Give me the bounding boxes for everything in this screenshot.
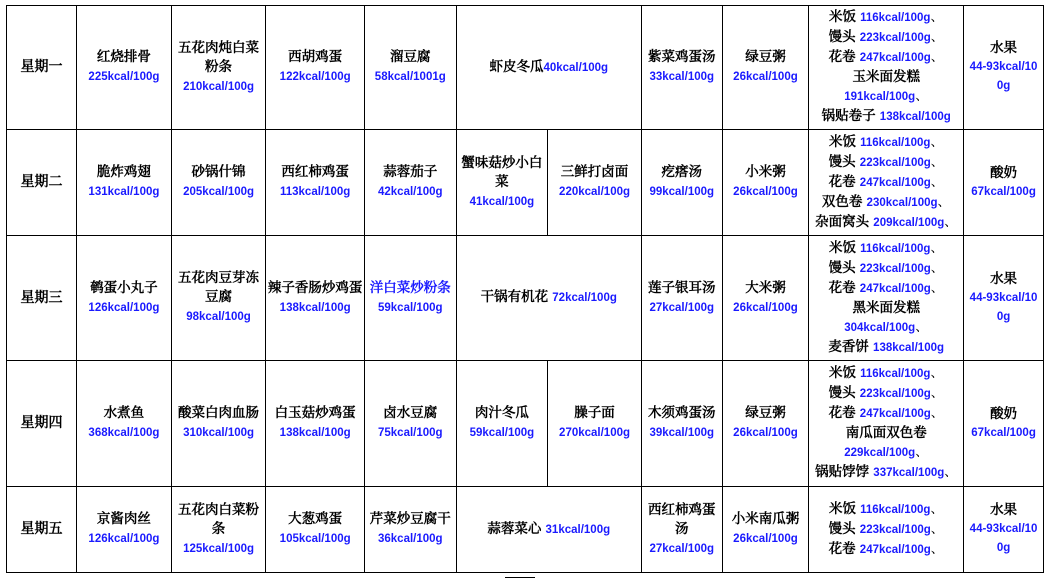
- dish-cell: [171, 361, 266, 487]
- dish-kcal: 27kcal/100g: [649, 542, 715, 555]
- table-row: [7, 487, 1044, 573]
- staple-name: 杂面窝头: [815, 213, 870, 230]
- dish-kcal: 72kcal/100g: [552, 292, 617, 304]
- staple-kcal: 247kcal/100g: [859, 52, 931, 64]
- dish-name: 大米粥: [745, 279, 786, 296]
- dish-kcal: 27kcal/100g: [649, 301, 715, 314]
- table-row: [7, 6, 1044, 130]
- staple-line: [810, 500, 962, 520]
- dish-kcal: 33kcal/100g: [649, 71, 715, 83]
- separator: 、: [930, 30, 944, 45]
- dish-cell: [364, 130, 456, 236]
- dish-cell: [456, 130, 548, 236]
- dish-cell: [364, 487, 456, 573]
- yogurt-cell: [964, 361, 1044, 487]
- dish-kcal: 138kcal/100g: [279, 301, 351, 314]
- staple-kcal: 247kcal/100g: [859, 282, 931, 295]
- staple-name: 米饭: [828, 133, 856, 150]
- staple-kcal: 138kcal/100g: [873, 341, 945, 354]
- separator: 、: [930, 386, 944, 401]
- staple-line: [810, 107, 962, 127]
- separator: 、: [915, 445, 929, 460]
- staple-name: 双色卷: [821, 193, 863, 210]
- dish-name: 酸奶: [990, 405, 1018, 422]
- separator: 、: [944, 214, 958, 230]
- dish-cell: [364, 6, 456, 130]
- separator: 、: [915, 319, 929, 335]
- staple-kcal: 337kcal/100g: [873, 467, 945, 479]
- staple-line: [810, 68, 962, 87]
- staple-kcal: 138kcal/100g: [879, 111, 951, 123]
- dish-kcal: 67kcal/100g: [971, 426, 1036, 439]
- dish-kcal: 0g: [996, 80, 1011, 92]
- staple-name: 南瓜面双色卷: [845, 425, 927, 441]
- dish-kcal: 59kcal/100g: [378, 301, 443, 314]
- dish-cell: [364, 236, 456, 361]
- dish-name: 红烧排骨: [96, 49, 151, 65]
- dish-kcal: 126kcal/100g: [88, 533, 160, 545]
- dish-cell: [456, 487, 641, 573]
- dish-name: 木须鸡蛋汤: [648, 405, 716, 421]
- staple-cell: [809, 236, 964, 361]
- dish-kcal: 26kcal/100g: [733, 427, 798, 439]
- dish-cell: [171, 130, 266, 236]
- separator: 、: [930, 260, 944, 276]
- staple-name: 米饭: [828, 365, 856, 381]
- porridge-cell: [722, 361, 809, 487]
- separator: 、: [930, 134, 944, 150]
- dish-kcal: 310kcal/100g: [183, 427, 255, 439]
- dish-kcal: 40kcal/100g: [543, 61, 609, 74]
- separator: 、: [944, 465, 958, 480]
- dish-name: 三鲜打卤面: [560, 164, 629, 180]
- dish-kcal: 44-93kcal/10: [969, 523, 1038, 535]
- dish-name: 京酱肉丝: [96, 511, 151, 527]
- separator: 、: [930, 10, 944, 25]
- dish-name: 水果: [990, 502, 1018, 518]
- separator: 、: [937, 194, 951, 210]
- staple-name: 黑米面发糕: [852, 299, 920, 316]
- soup-cell: [641, 487, 722, 573]
- dish-name: 西红柿鸡蛋: [281, 164, 349, 180]
- staple-line: [810, 239, 962, 259]
- dish-name: 酸菜白肉血肠: [178, 405, 260, 421]
- staple-line: [810, 318, 962, 338]
- dish-cell: [77, 236, 172, 361]
- staple-kcal: 191kcal/100g: [844, 91, 916, 103]
- dish-cell: [77, 6, 172, 130]
- dish-name: 水煮鱼: [103, 405, 145, 421]
- staple-cell: [809, 487, 964, 573]
- staple-line: [810, 299, 962, 318]
- dish-name: 蟹味菇炒小白菜: [461, 154, 543, 190]
- staple-name: 馒头: [828, 259, 856, 276]
- dish-kcal: 220kcal/100g: [559, 186, 631, 198]
- staple-kcal: 247kcal/100g: [859, 408, 931, 420]
- staple-line: [810, 443, 962, 463]
- dish-name: 卤水豆腐: [383, 405, 438, 421]
- separator: 、: [930, 406, 944, 421]
- dish-name: 水果: [990, 270, 1018, 287]
- dish-name: 蒜蓉菜心: [487, 520, 542, 537]
- dish-kcal: 113kcal/100g: [279, 186, 351, 198]
- staple-cell: [809, 6, 964, 130]
- dish-kcal: 131kcal/100g: [88, 186, 160, 198]
- staple-line: [810, 133, 962, 153]
- dish-kcal: 67kcal/100g: [971, 185, 1036, 198]
- table-row: [7, 130, 1044, 236]
- dish-name: 西胡鸡蛋: [288, 49, 343, 65]
- staple-kcal: 247kcal/100g: [859, 543, 931, 556]
- day-label: 星期一: [7, 6, 77, 130]
- staple-line: [810, 463, 962, 483]
- staple-kcal: 116kcal/100g: [860, 503, 931, 516]
- staple-name: 花卷: [828, 279, 856, 296]
- fruit-cell: [964, 236, 1044, 361]
- dish-name: 干锅有机花: [480, 289, 549, 305]
- porridge-cell: [722, 6, 809, 130]
- staple-kcal: 116kcal/100g: [860, 136, 931, 149]
- day-label: 星期四: [7, 361, 77, 487]
- staple-name: 花卷: [828, 540, 856, 557]
- dish-name: 西红柿鸡蛋汤: [648, 501, 716, 537]
- staple-cell: [809, 361, 964, 487]
- dish-name: 蒜蓉茄子: [383, 164, 438, 180]
- separator: 、: [930, 521, 944, 537]
- dish-kcal: 210kcal/100g: [183, 80, 255, 93]
- separator: 、: [930, 50, 944, 65]
- staple-line: [810, 28, 962, 48]
- dish-kcal: 0g: [996, 542, 1011, 554]
- dish-kcal: 205kcal/100g: [183, 186, 255, 198]
- separator: 、: [930, 154, 944, 170]
- dish-kcal: 59kcal/100g: [469, 427, 535, 439]
- dish-name: 虾皮冬瓜: [489, 58, 544, 75]
- dish-kcal: 122kcal/100g: [279, 71, 351, 83]
- staple-line: [810, 48, 962, 68]
- staple-line: [810, 8, 962, 28]
- dish-kcal: 58kcal/1001g: [374, 71, 446, 83]
- dish-name: 莲子银耳汤: [648, 279, 716, 296]
- dish-kcal: 41kcal/100g: [469, 195, 535, 208]
- dish-kcal: 98kcal/100g: [186, 311, 251, 323]
- dish-name: 绿豆粥: [745, 405, 786, 421]
- staple-name: 花卷: [828, 49, 856, 65]
- staple-kcal: 116kcal/100g: [860, 368, 931, 380]
- dish-kcal: 31kcal/100g: [545, 523, 611, 536]
- day-label: 星期三: [7, 236, 77, 361]
- yogurt-cell: [964, 130, 1044, 236]
- dish-name: 绿豆粥: [745, 49, 786, 65]
- staple-kcal: 229kcal/100g: [844, 447, 916, 459]
- dish-cell: [364, 361, 456, 487]
- dish-kcal: 225kcal/100g: [88, 71, 160, 83]
- dish-cell: [266, 236, 365, 361]
- staple-kcal: 116kcal/100g: [860, 12, 931, 24]
- staple-line: [810, 279, 962, 299]
- dish-name: 砂锅什锦: [191, 164, 246, 180]
- dish-name: 酸奶: [990, 164, 1018, 181]
- staple-name: 花卷: [828, 173, 856, 190]
- dish-kcal: 126kcal/100g: [88, 301, 160, 314]
- soup-cell: [641, 236, 722, 361]
- dish-cell: [77, 361, 172, 487]
- day-label: 星期五: [7, 487, 77, 573]
- soup-cell: [641, 6, 722, 130]
- porridge-cell: [722, 130, 809, 236]
- dish-kcal: 26kcal/100g: [733, 301, 798, 314]
- separator: 、: [930, 541, 944, 557]
- staple-line: [810, 520, 962, 540]
- staple-line: [810, 193, 962, 213]
- table-row: [7, 236, 1044, 361]
- staple-name: 锅贴饽饽: [815, 464, 870, 480]
- staple-kcal: 223kcal/100g: [859, 32, 931, 44]
- dish-name: 洋白菜炒粉条: [369, 279, 451, 296]
- dish-name: 白玉菇炒鸡蛋: [274, 405, 356, 421]
- soup-cell: [641, 361, 722, 487]
- dish-kcal: 44-93kcal/10: [969, 291, 1038, 304]
- dish-kcal: 26kcal/100g: [733, 533, 798, 545]
- dish-name: 脆炸鸡翅: [96, 164, 151, 180]
- dish-kcal: 26kcal/100g: [733, 186, 798, 198]
- staple-line: [810, 87, 962, 107]
- staple-name: 玉米面发糕: [852, 69, 920, 85]
- day-label: 星期二: [7, 130, 77, 236]
- dish-cell: [548, 130, 642, 236]
- dish-cell: [171, 6, 266, 130]
- separator: 、: [930, 501, 944, 517]
- dish-kcal: 36kcal/100g: [378, 533, 443, 545]
- dish-cell: [171, 236, 266, 361]
- dish-cell: [548, 361, 642, 487]
- dish-name: 五花肉炖白菜粉条: [178, 39, 260, 75]
- staple-kcal: 247kcal/100g: [859, 176, 931, 189]
- staple-line: [810, 153, 962, 173]
- dish-kcal: 0g: [996, 310, 1011, 323]
- dish-kcal: 125kcal/100g: [183, 542, 255, 555]
- dish-cell: [456, 236, 641, 361]
- staple-line: [810, 259, 962, 279]
- separator: 、: [930, 366, 944, 381]
- staple-kcal: 304kcal/100g: [844, 321, 916, 334]
- staple-line: [810, 364, 962, 384]
- staple-kcal: 223kcal/100g: [859, 156, 931, 169]
- fruit-cell: [964, 487, 1044, 573]
- staple-name: 馒头: [828, 29, 856, 45]
- staple-name: 麦香饼: [828, 338, 869, 355]
- page-edge-mark: [505, 577, 535, 580]
- dish-name: 鹌蛋小丸子: [90, 279, 158, 296]
- porridge-cell: [722, 487, 809, 573]
- dish-cell: [266, 487, 365, 573]
- staple-line: [810, 338, 962, 358]
- dish-kcal: 105kcal/100g: [279, 533, 351, 545]
- staple-name: 锅贴卷子: [821, 108, 876, 124]
- dish-cell: [77, 487, 172, 573]
- staple-line: [810, 213, 962, 233]
- staple-kcal: 223kcal/100g: [859, 523, 931, 536]
- dish-kcal: 39kcal/100g: [649, 427, 715, 439]
- dish-name: 芹菜炒豆腐干: [369, 511, 451, 527]
- staple-kcal: 230kcal/100g: [866, 196, 938, 209]
- weekly-menu-table: [6, 5, 1044, 573]
- staple-name: 馒头: [828, 385, 856, 401]
- staple-line: [810, 384, 962, 404]
- dish-name: 大葱鸡蛋: [288, 511, 343, 527]
- staple-name: 米饭: [828, 239, 856, 256]
- dish-kcal: 42kcal/100g: [378, 186, 443, 198]
- dish-name: 辣子香肠炒鸡蛋: [267, 279, 363, 296]
- staple-line: [810, 424, 962, 443]
- dish-name: 五花肉白菜粉条: [178, 501, 260, 537]
- staple-cell: [809, 130, 964, 236]
- separator: 、: [915, 89, 929, 104]
- porridge-cell: [722, 236, 809, 361]
- dish-name: 疙瘩汤: [661, 164, 702, 180]
- staple-name: 馒头: [828, 153, 856, 170]
- dish-name: 溜豆腐: [390, 49, 431, 65]
- dish-name: 五花肉豆芽冻豆腐: [178, 270, 260, 305]
- dish-name: 肉汁冬瓜: [474, 405, 529, 421]
- dish-kcal: 368kcal/100g: [88, 427, 160, 439]
- staple-kcal: 116kcal/100g: [860, 242, 931, 255]
- dish-cell: [171, 487, 266, 573]
- dish-name: 紫菜鸡蛋汤: [648, 49, 716, 65]
- separator: 、: [930, 240, 944, 256]
- staple-name: 花卷: [828, 405, 856, 421]
- dish-name: 水果: [990, 40, 1018, 56]
- dish-name: 小米粥: [745, 164, 786, 180]
- staple-kcal: 223kcal/100g: [859, 262, 931, 275]
- staple-kcal: 209kcal/100g: [873, 216, 945, 229]
- separator: 、: [930, 280, 944, 296]
- soup-cell: [641, 130, 722, 236]
- dish-kcal: 26kcal/100g: [733, 71, 798, 83]
- staple-name: 馒头: [828, 520, 856, 537]
- dish-cell: [266, 6, 365, 130]
- separator: 、: [930, 174, 944, 190]
- dish-kcal: 138kcal/100g: [279, 427, 351, 439]
- dish-kcal: 75kcal/100g: [378, 427, 443, 439]
- dish-cell: [266, 361, 365, 487]
- dish-name: 臊子面: [574, 405, 615, 421]
- staple-line: [810, 540, 962, 560]
- table-row: [7, 361, 1044, 487]
- dish-cell: [456, 361, 548, 487]
- staple-name: 米饭: [828, 9, 856, 25]
- staple-name: 米饭: [828, 500, 856, 517]
- dish-kcal: 44-93kcal/10: [969, 61, 1038, 73]
- staple-kcal: 223kcal/100g: [859, 388, 931, 400]
- dish-name: 小米南瓜粥: [731, 511, 800, 527]
- dish-cell: [266, 130, 365, 236]
- fruit-cell: [964, 6, 1044, 130]
- dish-cell: [456, 6, 641, 130]
- staple-line: [810, 404, 962, 424]
- staple-line: [810, 173, 962, 193]
- dish-kcal: 99kcal/100g: [649, 186, 715, 198]
- dish-cell: [77, 130, 172, 236]
- dish-kcal: 270kcal/100g: [559, 427, 631, 439]
